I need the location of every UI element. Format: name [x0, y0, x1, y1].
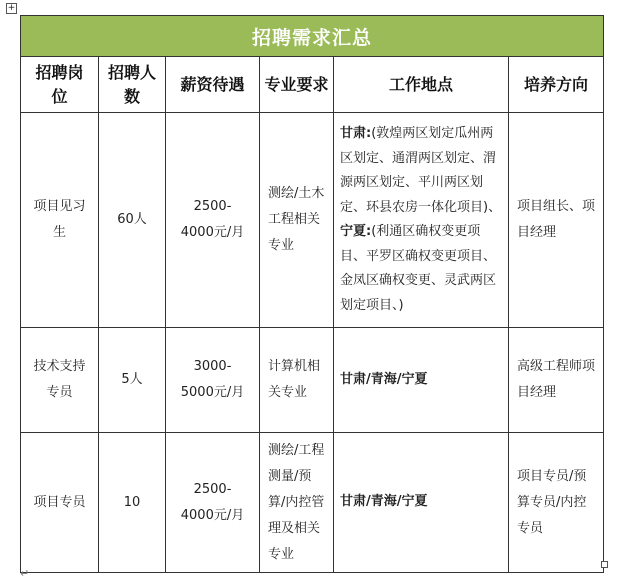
cell-direction: 项目专员/预算专员/内控专员: [509, 433, 604, 573]
table-row: [21, 433, 604, 573]
cell-direction: 项目组长、项目经理: [509, 113, 604, 328]
header-count: 招聘人数: [99, 57, 166, 113]
cell-position: 项目见习生: [21, 113, 99, 328]
header-position: 招聘岗位: [21, 57, 99, 113]
location-text-gansu: (敦煌两区划定瓜州两区划定、通渭两区划定、渭源两区划定、平川两区划定、环县农房一体化项目)、: [340, 126, 502, 215]
cell-location: 甘肃/青海/宁夏: [334, 328, 509, 433]
cell-location: [334, 113, 509, 328]
cell-direction: 高级工程师项目经理: [509, 328, 604, 433]
table-row: [21, 113, 604, 328]
table-move-handle[interactable]: +: [7, 3, 16, 13]
cell-salary: 3000-5000元/月: [166, 328, 260, 433]
paragraph-mark-icon: ↵: [20, 567, 30, 580]
recruitment-table: [20, 15, 604, 573]
header-salary: 薪资待遇: [166, 57, 260, 113]
location-text-ningxia: (利通区确权变更项目、平罗区确权变更项目、金凤区确权变更、灵武两区划定项目、): [340, 224, 497, 313]
cell-major: 测绘/工程测量/预算/内控管理及相关专业: [260, 433, 334, 573]
cell-position: 技术支持专员: [21, 328, 99, 433]
region-gansu: 甘肃:: [340, 126, 372, 141]
table-title: 招聘需求汇总: [21, 16, 604, 57]
cell-major: 计算机相关专业: [260, 328, 334, 433]
header-location: 工作地点: [334, 57, 509, 113]
cell-major: 测绘/土木工程相关专业: [260, 113, 334, 328]
cell-count: 60人: [99, 113, 166, 328]
cell-location: 甘肃/青海/宁夏: [334, 433, 509, 573]
cell-count: 5人: [99, 328, 166, 433]
header-direction: 培养方向: [509, 57, 604, 113]
cell-count: 10: [99, 433, 166, 573]
table-row: [21, 328, 604, 433]
cell-position: 项目专员: [21, 433, 99, 573]
header-major: 专业要求: [260, 57, 334, 113]
region-ningxia: 宁夏:: [340, 224, 372, 239]
table-resize-handle[interactable]: [601, 561, 608, 568]
cell-salary: 2500-4000元/月: [166, 433, 260, 573]
cell-salary: 2500-4000元/月: [166, 113, 260, 328]
